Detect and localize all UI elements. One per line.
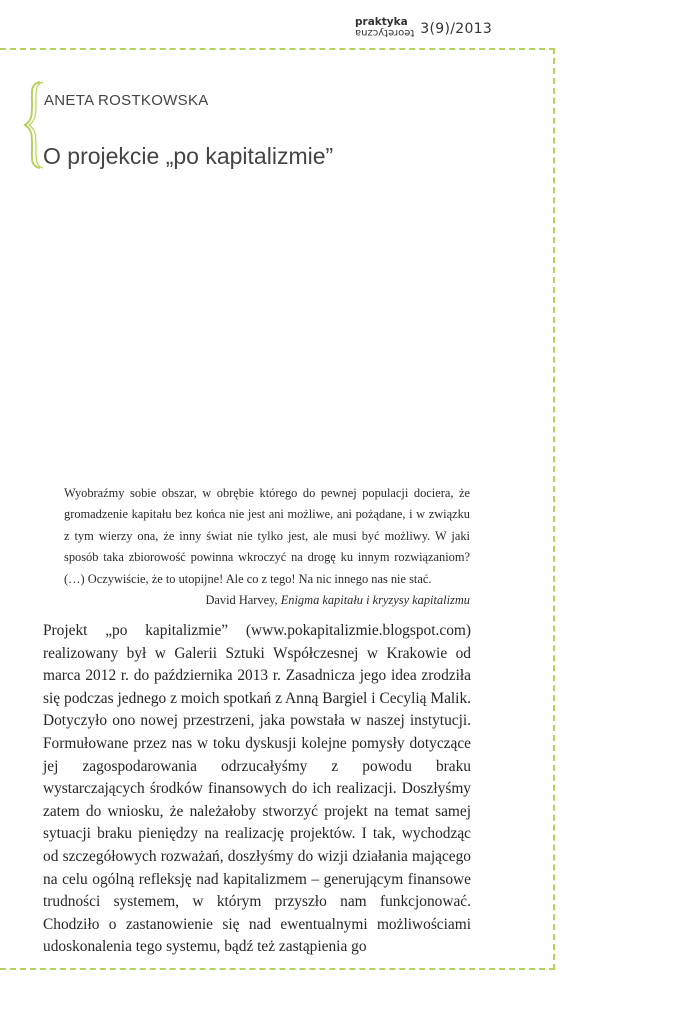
epigraph [64, 483, 470, 611]
curly-brace-icon [22, 80, 44, 170]
body-paragraph: Projekt „po kapitalizmie” (www.pokapitalizmie.blogspot.com) realizowany był w Galerii Sztuki Współczesnej w Krakowie od marca 2012 r. do października 2013 r. Zasadnicza jego idea zrodziła się podczas jednego z moich spotkań z Anną Bargiel i Cecylią Malik. Dotyczyło ono nowej przestrzeni, jaka powstała w naszej instytucji. Formułowane przez nas w toku dyskusji kolejne pomysły dotyczące jej zagospodarowania odrzucałyśmy z powodu braku wystarczających środków finansowych do ich realizacji. Doszłyśmy zatem do wniosku, że należałoby stworzyć projekt na temat samej sytuacji braku pieniędzy na realizację projektów. I tak, wychodząc od szczegółowych rozważań, doszłyśmy do wizji działania mającego na celu ogólną refleksję nad kapitalizmem – generującym finansowe trudności systemem, w którym przyszło nam funkcjonować. Chodziło o zastanowienie się nad ewentualnymi możliwościami udoskonalenia tego systemu, bądź też zastąpienia go [43, 622, 471, 956]
journal-header [355, 18, 492, 37]
attribution-work: Enigma kapitału i kryzysy kapitalizmu [280, 593, 470, 608]
journal-subtitle: teoretyczna [355, 27, 415, 38]
issue-number: 3(9)/2013 [420, 21, 493, 37]
epigraph-quote: Wyobraźmy sobie obszar, w obrębie którego do pewnej populacji dociera, że gromadzenie kapitału bez końca nie jest ani możliwe, ani pożądane, i w związku z tym wierzy ona, że inny świat nie tylko jest, ale musi być możliwy. W jaki sposób taka zbiorowość powinna wkroczyć na drogę ku innym rozwiązaniom? (…) Oczywiście, że to utopijne! Ale co z tego! Na nic innego nas nie stać. [64, 486, 470, 586]
journal-logo [355, 18, 414, 37]
journal-name: praktyka [355, 16, 408, 28]
article-title: O projekcie „po kapitalizmie” [43, 143, 334, 170]
article-author: ANETA ROSTKOWSKA [44, 92, 209, 109]
epigraph-attribution [64, 590, 470, 611]
attribution-author: David Harvey, [205, 593, 278, 608]
